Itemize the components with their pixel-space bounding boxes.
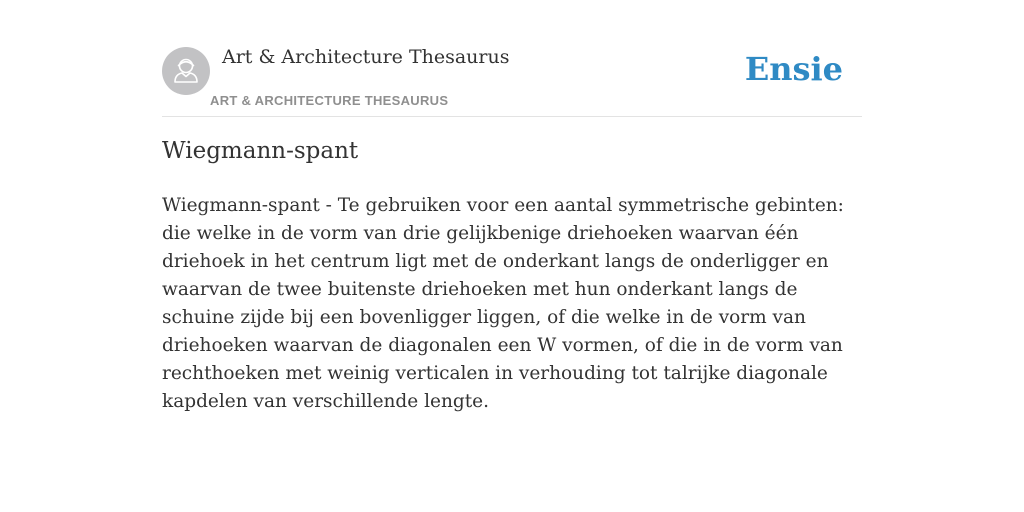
header [162, 40, 862, 117]
ensie-logo[interactable]: Ensie [744, 50, 843, 88]
author-link[interactable]: Art & Architecture Thesaurus [222, 46, 510, 68]
avatar[interactable] [162, 47, 210, 95]
source-label: ART & ARCHITECTURE THESAURUS [210, 93, 449, 108]
user-icon [162, 47, 210, 95]
entry-title: Wiegmann-spant [162, 138, 359, 164]
entry-definition: Wiegmann-spant - Te gebruiken voor een aantal symmetrische gebinten: die welke in de vorm van drie gelijkbenige driehoeken waarvan één driehoek in het centrum ligt met de onderkant langs de onderligger en waarvan de twee buitenste driehoeken met hun onderkant langs de schuine zijde bij een bovenligger liggen, of die welke in de vorm van driehoeken waarvan de diagonalen een W vormen, of die in de vorm van rechthoeken met weinig verticalen in verhouding tot talrijke diagonale kapdelen van verschillende lengte. [162, 195, 844, 412]
